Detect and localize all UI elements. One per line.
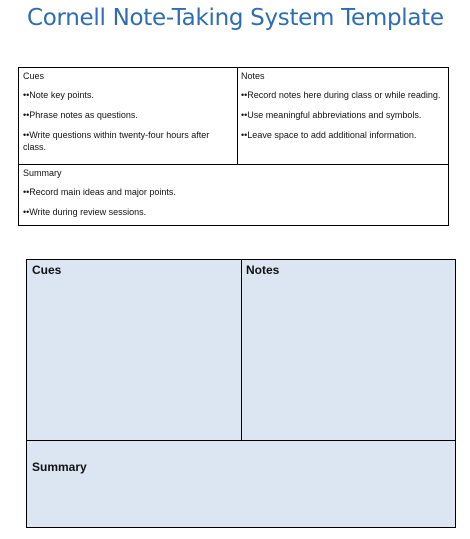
summary-bullet: ••Write during review sessions. [23,207,147,217]
notes-instructions-cell [241,69,441,149]
notes-bullet: ••Leave space to add additional information. [241,130,417,140]
summary-instructions-cell [23,166,443,226]
table-divider-horizontal [19,164,448,165]
cues-bullet: ••Note key points. [23,90,94,100]
notes-bullet: ••Use meaningful abbreviations and symbols. [241,110,422,120]
template-notes-label: Notes [246,263,280,277]
cues-instructions-cell [23,69,233,161]
notes-bullet: ••Record notes here during class or while reading. [241,90,441,100]
template-cues-label: Cues [32,263,62,277]
page-title: Cornell Note-Taking System Template [27,5,444,31]
template-divider-horizontal [27,440,455,441]
cues-bullet: ••Phrase notes as questions. [23,110,138,120]
cues-heading: Cues [23,71,45,81]
notes-heading: Notes [241,71,265,81]
instruction-table [18,67,449,226]
template-summary-label: Summary [32,460,87,474]
summary-bullet: ••Record main ideas and major points. [23,187,176,197]
cues-bullet: ••Write questions within twenty-four hours after class. [23,130,210,152]
summary-heading: Summary [23,168,62,178]
table-divider-vertical [237,68,238,164]
cornell-template-grid [26,259,456,528]
template-divider-vertical [241,260,242,440]
